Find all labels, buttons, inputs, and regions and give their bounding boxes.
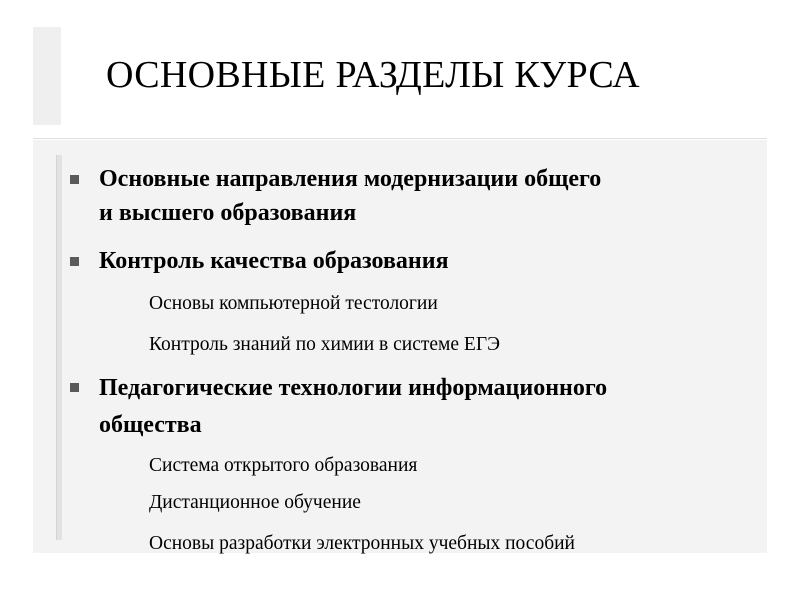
list-item-main: Педагогические технологии информационного [99, 375, 608, 401]
list-subitem: Дистанционное обучение [149, 492, 361, 513]
square-bullet-icon [70, 257, 79, 266]
square-bullet-icon [70, 383, 79, 392]
content-accent-strip [56, 155, 62, 540]
list-subitem: Основы компьютерной тестологии [149, 293, 438, 314]
list-item-main: Основные направления модернизации общего [99, 166, 602, 192]
slide-title: ОСНОВНЫЕ РАЗДЕЛЫ КУРСА [106, 54, 640, 96]
list-item-main-continued: общества [99, 412, 202, 438]
title-accent-bar [33, 27, 61, 125]
title-divider [33, 138, 767, 139]
square-bullet-icon [70, 175, 79, 184]
list-item-main-continued: и высшего образования [99, 200, 357, 226]
list-subitem: Основы разработки электронных учебных пособий [149, 533, 575, 554]
list-subitem: Контроль знаний по химии в системе ЕГЭ [149, 334, 500, 355]
list-item-main: Контроль качества образования [99, 248, 449, 274]
list-subitem: Система открытого образования [149, 455, 418, 476]
